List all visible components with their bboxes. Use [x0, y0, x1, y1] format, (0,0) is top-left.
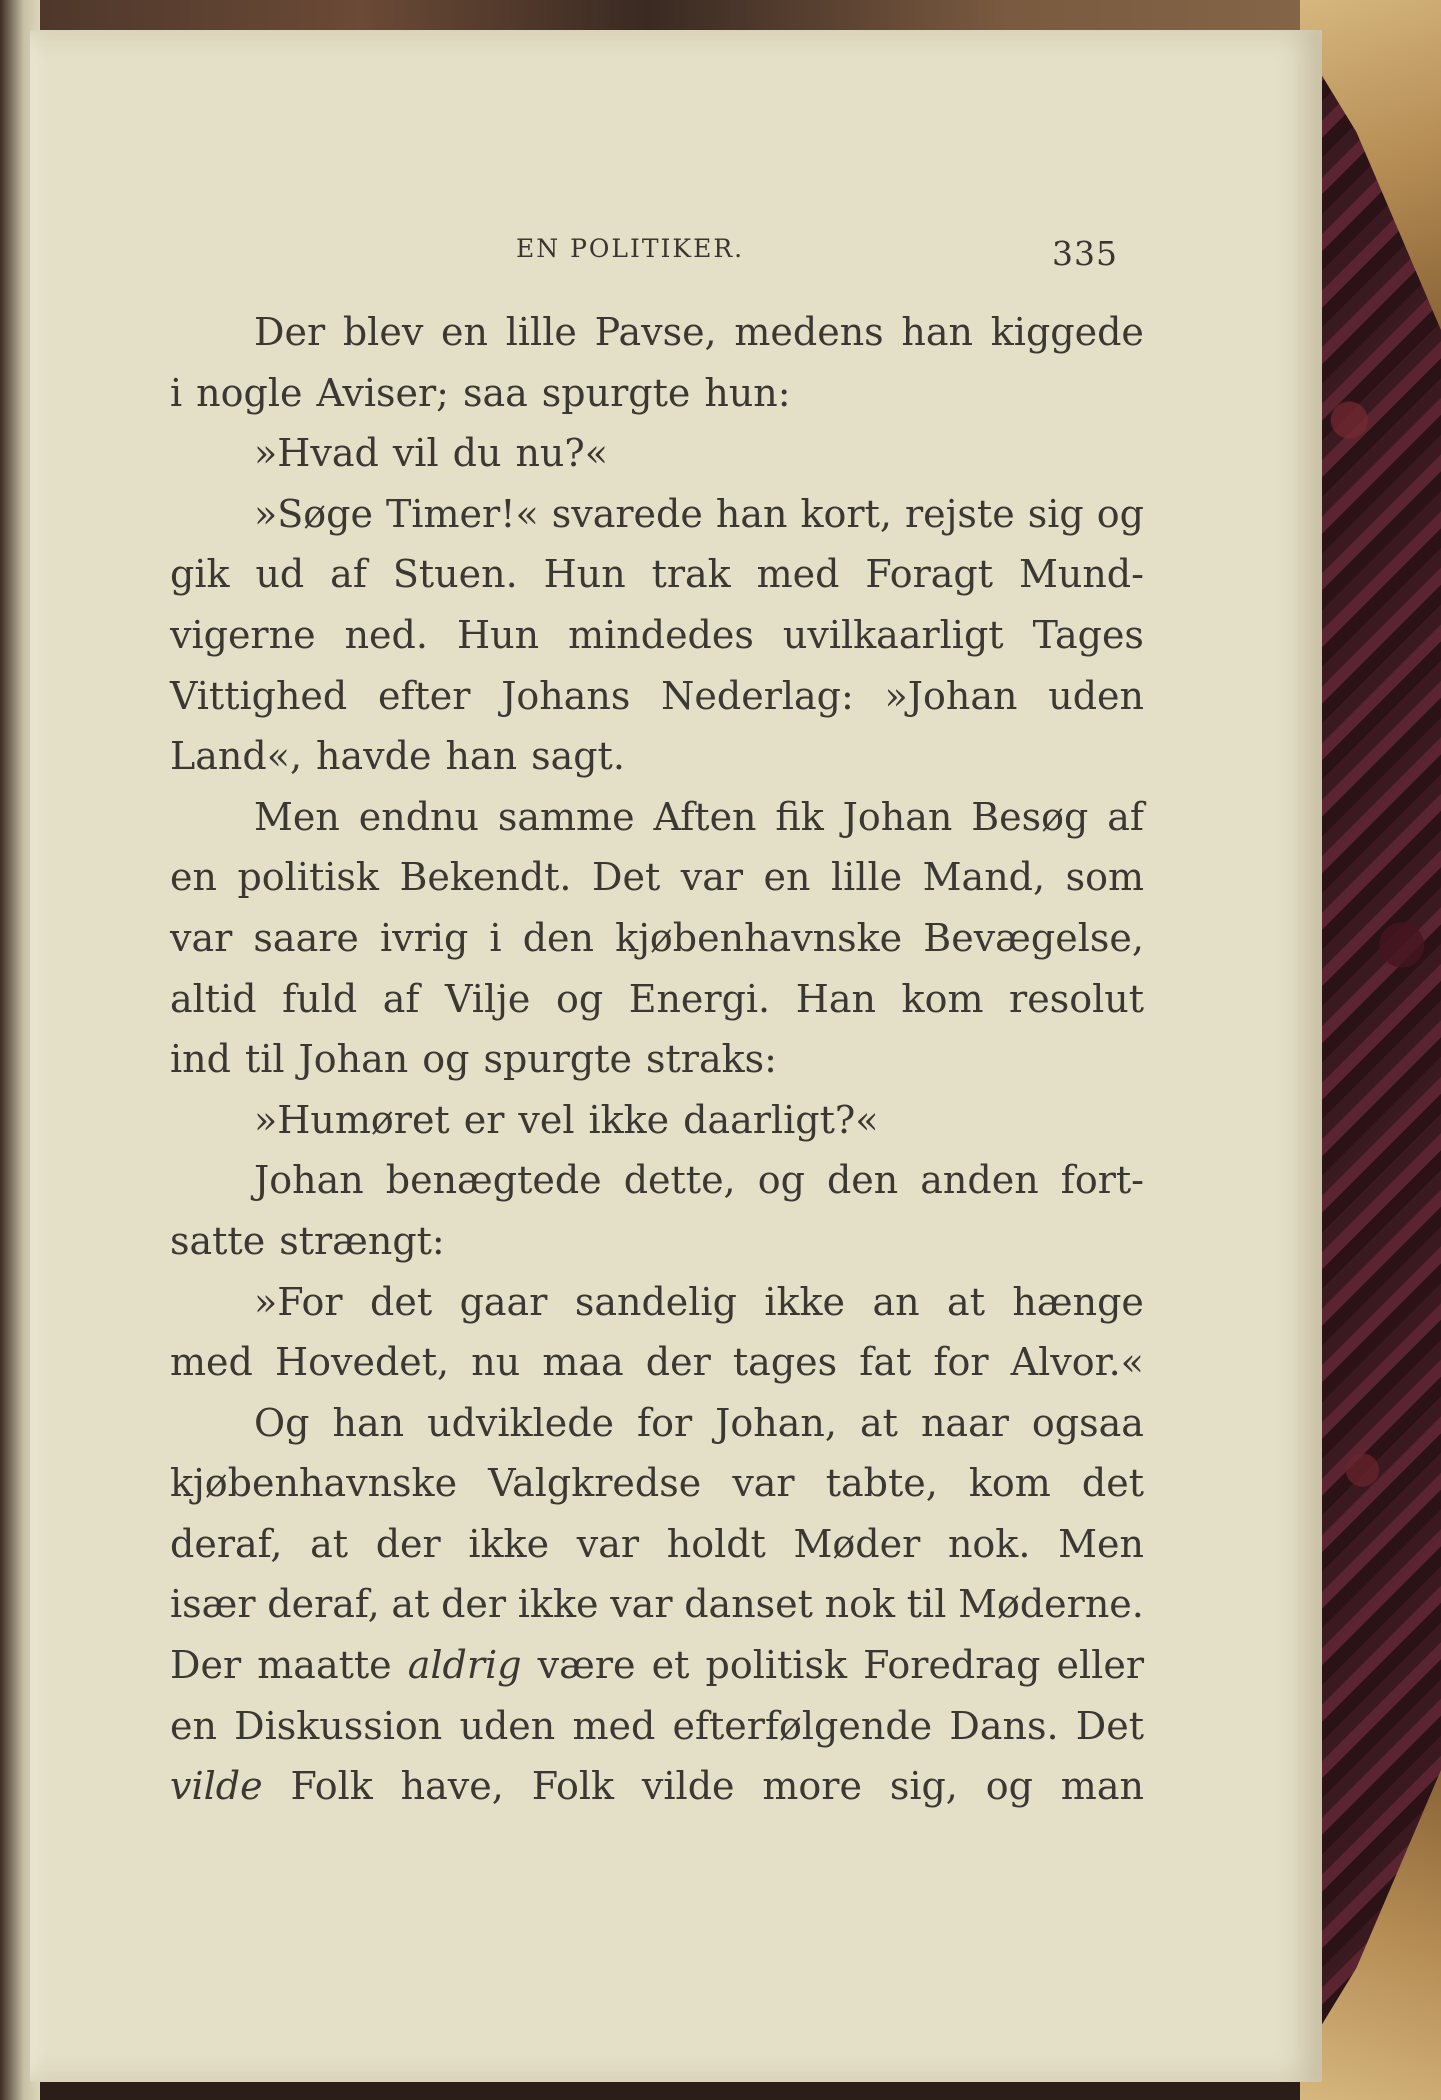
- word: medens: [734, 310, 884, 354]
- word: med: [756, 552, 840, 597]
- word: Vilje: [445, 976, 531, 1021]
- word: der: [645, 1340, 711, 1385]
- word: den: [826, 1158, 899, 1203]
- word: Johan: [254, 1158, 364, 1203]
- word: efter: [377, 673, 471, 718]
- word: ned.: [344, 612, 428, 657]
- word: Folk: [290, 1764, 373, 1809]
- word: straks:: [646, 1037, 777, 1082]
- word: Der: [254, 310, 326, 354]
- word: kom: [901, 976, 984, 1021]
- word: en: [763, 855, 811, 900]
- word: ikke: [588, 1097, 670, 1142]
- word: nu?«: [515, 431, 609, 476]
- word: Hun: [543, 552, 626, 597]
- text-line: [170, 363, 1144, 424]
- word: den: [522, 915, 594, 960]
- word: det: [1081, 1461, 1144, 1506]
- emphasized-word: vilde: [170, 1764, 263, 1809]
- word: rejste: [904, 491, 1015, 536]
- word: Hovedet,: [274, 1340, 450, 1385]
- word: Johan: [842, 794, 953, 839]
- word: uden: [459, 1703, 556, 1748]
- word: var: [680, 855, 744, 900]
- word: tages: [732, 1340, 838, 1385]
- book-page: [30, 30, 1322, 2082]
- word: og: [422, 1037, 470, 1082]
- word: i: [170, 370, 183, 415]
- word: ud: [255, 552, 305, 597]
- word: altid: [170, 976, 257, 1021]
- word: Johan: [298, 1037, 409, 1082]
- word: en: [441, 310, 488, 354]
- word: fort-: [1060, 1158, 1144, 1203]
- word: at: [859, 1400, 898, 1445]
- word: naar: [920, 1400, 1009, 1445]
- word: samme: [497, 794, 635, 839]
- word: til: [906, 1582, 947, 1627]
- text-line: [170, 1090, 1144, 1151]
- word: der: [441, 1582, 507, 1627]
- text-line: [170, 1635, 1144, 1696]
- text-line: [170, 1150, 1144, 1211]
- text-line: [170, 1756, 1144, 1817]
- word: sagt.: [531, 734, 625, 779]
- word: sig,: [889, 1764, 958, 1809]
- word: anden: [920, 1158, 1039, 1203]
- word: fuld: [282, 976, 358, 1021]
- text-line: [170, 605, 1144, 666]
- word: Folk: [531, 1764, 615, 1809]
- text-line: [170, 847, 1144, 908]
- word: var: [576, 1521, 640, 1566]
- word: saa: [462, 370, 528, 415]
- word: deraf,: [267, 1582, 380, 1627]
- word: ikke: [517, 1582, 599, 1627]
- word: kort,: [800, 491, 892, 536]
- word: Aften: [653, 794, 757, 839]
- word: Timer!«: [386, 491, 539, 536]
- page-number: 335: [1052, 234, 1118, 273]
- word: holdt: [666, 1521, 766, 1566]
- word: tabte,: [825, 1461, 938, 1506]
- word: og: [1096, 491, 1144, 536]
- word: maatte: [257, 1643, 392, 1688]
- word: være: [537, 1643, 636, 1688]
- word: politisk: [705, 1643, 847, 1688]
- word: og: [985, 1764, 1033, 1809]
- word: at: [391, 1582, 430, 1627]
- word: Mund-: [1018, 552, 1144, 597]
- word: Bekendt.: [399, 855, 572, 900]
- word: var: [610, 1582, 673, 1627]
- word: blev: [342, 310, 424, 354]
- page-header: [30, 234, 1322, 274]
- word: Tages: [1032, 612, 1144, 657]
- word: ogsaa: [1031, 1400, 1144, 1445]
- word: ind: [170, 1037, 231, 1082]
- word: Der: [170, 1643, 242, 1688]
- word: vilde: [641, 1764, 735, 1809]
- text-line: [170, 666, 1144, 727]
- word: hænge: [1012, 1279, 1144, 1324]
- word: vigerne: [170, 612, 316, 657]
- word: Foredrag: [863, 1643, 1041, 1688]
- word: danset: [684, 1582, 813, 1627]
- body-text: [170, 302, 1144, 1817]
- word: af: [382, 976, 420, 1021]
- word: til: [244, 1037, 285, 1082]
- word: more: [762, 1764, 862, 1809]
- word: »Søge: [254, 491, 373, 536]
- word: ikke: [764, 1279, 846, 1324]
- book-top-edge: [0, 0, 1441, 34]
- word: Valgkredse: [488, 1461, 702, 1506]
- word: Han: [795, 976, 876, 1021]
- text-line: [170, 908, 1144, 969]
- word: saare: [253, 915, 359, 960]
- word: an: [872, 1279, 920, 1324]
- word: nu: [471, 1340, 521, 1385]
- word: maa: [542, 1340, 624, 1385]
- word: var: [732, 1461, 795, 1506]
- word: og: [757, 1158, 805, 1203]
- word: kjøbenhavnske: [615, 915, 903, 960]
- word: han: [445, 734, 518, 779]
- word: nok.: [947, 1521, 1031, 1566]
- word: Det: [592, 855, 661, 900]
- word: Pavse,: [594, 310, 717, 354]
- word: »Hvad: [254, 431, 379, 476]
- word: sandelig: [574, 1279, 737, 1324]
- word: fik: [775, 794, 824, 839]
- word: satte: [170, 1218, 266, 1263]
- word: fat: [859, 1340, 912, 1385]
- word: Johans: [501, 673, 631, 718]
- text-line: [170, 1272, 1144, 1333]
- word: benægtede: [385, 1158, 602, 1203]
- word: uvilkaarligt: [782, 612, 1004, 657]
- word: og: [555, 976, 604, 1021]
- word: Aviser;: [316, 370, 449, 415]
- word: »Humøret: [254, 1097, 450, 1142]
- text-line: [170, 1393, 1144, 1454]
- word: man: [1060, 1764, 1144, 1809]
- emphasized-word: aldrig: [407, 1643, 522, 1688]
- word: have,: [400, 1764, 504, 1809]
- text-line: [170, 1332, 1144, 1393]
- word: resolut: [1009, 976, 1144, 1021]
- word: efterfølgende: [672, 1703, 933, 1748]
- word: at: [310, 1521, 349, 1566]
- word: »Johan: [884, 673, 1018, 718]
- running-title: EN POLITIKER.: [516, 234, 745, 263]
- word: ikke: [468, 1521, 550, 1566]
- text-line: [170, 787, 1144, 848]
- word: endnu: [358, 794, 479, 839]
- word: Stuen.: [392, 552, 518, 597]
- word: uden: [1048, 673, 1144, 718]
- text-line: [170, 1514, 1144, 1575]
- word: Men: [254, 794, 340, 839]
- word: for: [933, 1340, 989, 1385]
- text-line: [170, 726, 1144, 787]
- word: Bevægelse,: [923, 915, 1144, 960]
- word: Vittighed: [170, 673, 348, 718]
- word: det: [370, 1279, 433, 1324]
- text-line: [170, 484, 1144, 545]
- word: nogle: [196, 370, 303, 415]
- word: af: [330, 552, 367, 597]
- word: var: [170, 915, 233, 960]
- word: Nederlag:: [661, 673, 854, 718]
- word: vel: [518, 1097, 575, 1142]
- word: Energi.: [628, 976, 771, 1021]
- text-line: [170, 1453, 1144, 1514]
- word: nok: [824, 1582, 896, 1627]
- word: han: [332, 1400, 405, 1445]
- word: spurgte: [541, 370, 691, 415]
- word: et: [651, 1643, 690, 1688]
- word: Hun: [456, 612, 540, 657]
- word: Mand,: [922, 855, 1046, 900]
- word: Besøg: [971, 794, 1089, 839]
- word: svarede: [551, 491, 703, 536]
- marbled-binding: [1310, 0, 1441, 2100]
- word: udviklede: [427, 1400, 615, 1445]
- word: Land«,: [170, 734, 303, 779]
- word: dette,: [623, 1158, 736, 1203]
- word: Dans.: [949, 1703, 1059, 1748]
- word: sig: [1027, 491, 1084, 536]
- text-line: [170, 1574, 1144, 1635]
- word: lille: [831, 855, 903, 900]
- word: Og: [254, 1400, 310, 1445]
- text-line: [170, 969, 1144, 1030]
- word: Det: [1075, 1703, 1144, 1748]
- word: daarligt?«: [683, 1097, 879, 1142]
- word: en: [170, 1703, 217, 1748]
- word: ivrig: [380, 915, 469, 960]
- word: Alvor.«: [1010, 1340, 1144, 1385]
- word: »For: [254, 1279, 343, 1324]
- word: gik: [170, 552, 230, 597]
- word: han: [901, 310, 974, 354]
- text-line: [170, 1211, 1144, 1272]
- word: du: [452, 431, 502, 476]
- word: hun:: [704, 370, 791, 415]
- word: lille: [505, 310, 577, 354]
- word: gaar: [459, 1279, 548, 1324]
- word: især: [170, 1582, 256, 1627]
- word: Foragt: [865, 552, 994, 597]
- word: kiggede: [990, 310, 1144, 354]
- word: i: [489, 915, 502, 960]
- word: Men: [1058, 1521, 1144, 1566]
- word: politisk: [237, 855, 379, 900]
- word: som: [1065, 855, 1144, 900]
- word: er: [463, 1097, 505, 1142]
- word: Diskussion: [234, 1703, 443, 1748]
- word: der: [375, 1521, 441, 1566]
- word: strængt:: [279, 1218, 445, 1263]
- word: trak: [651, 552, 731, 597]
- text-line: [170, 544, 1144, 605]
- word: eller: [1056, 1643, 1144, 1688]
- text-line: [170, 302, 1144, 363]
- word: en: [170, 855, 217, 900]
- word: af: [1107, 794, 1144, 839]
- word: vil: [392, 431, 439, 476]
- word: han: [715, 491, 788, 536]
- word: kom: [968, 1461, 1051, 1506]
- word: spurgte: [483, 1037, 633, 1082]
- text-line: [170, 1029, 1144, 1090]
- word: Johan,: [715, 1400, 837, 1445]
- word: for: [637, 1400, 693, 1445]
- text-line: [170, 1696, 1144, 1757]
- word: at: [947, 1279, 985, 1324]
- word: Møderne.: [958, 1582, 1144, 1627]
- word: mindedes: [568, 612, 754, 657]
- word: Møder: [793, 1521, 921, 1566]
- word: med: [572, 1703, 656, 1748]
- word: deraf,: [170, 1521, 283, 1566]
- word: havde: [316, 734, 432, 779]
- word: kjøbenhavnske: [170, 1461, 458, 1506]
- text-line: [170, 423, 1144, 484]
- word: med: [170, 1340, 253, 1385]
